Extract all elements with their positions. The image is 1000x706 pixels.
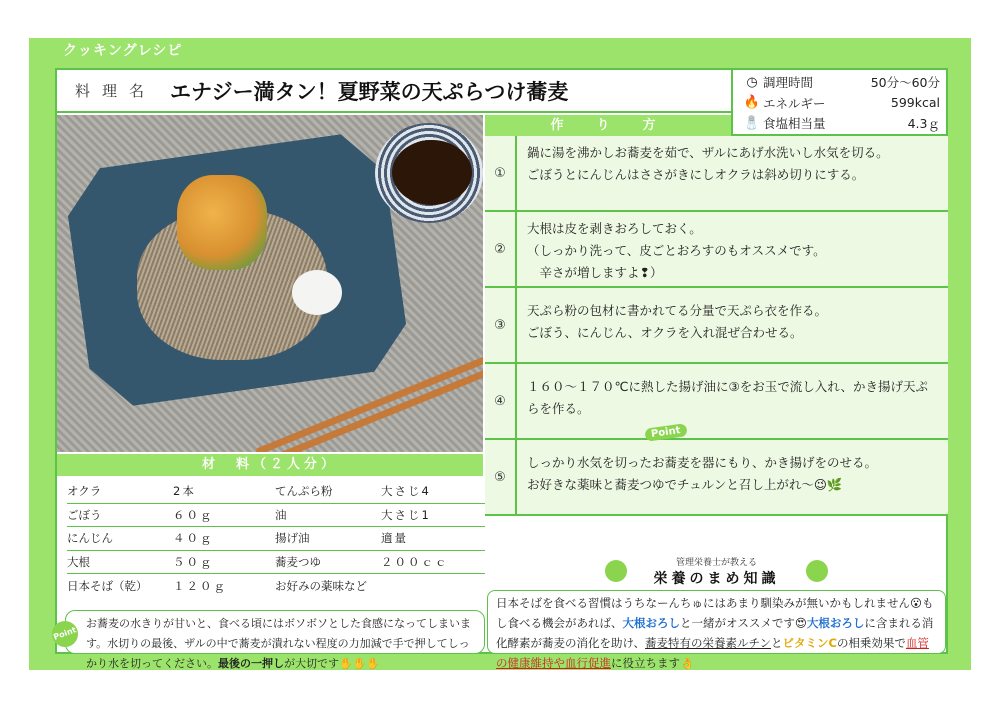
info-label: 調理時間 xyxy=(763,75,814,91)
ingredient-qty: 大さじ4 xyxy=(381,484,431,499)
ingredient-row xyxy=(67,574,277,598)
ingredient-name: 油 xyxy=(275,507,287,522)
tip-underline: 蕎麦特有の栄養素ルチン xyxy=(645,636,771,650)
step-line: １６０～１７０℃に熱した揚げ油に③をお玉で流し入れ、かき揚げ天ぷらを作る。 xyxy=(527,379,928,416)
materials-heading: 材 料（２人分） xyxy=(57,454,483,476)
ingredient-qty: １２０ｇ xyxy=(173,578,227,593)
steps-list xyxy=(485,136,948,516)
ingredient-row xyxy=(275,504,485,528)
bean-mascot-icon xyxy=(605,560,627,582)
salt-shaker-icon: 🧂 xyxy=(743,115,761,131)
ingredient-row xyxy=(275,527,485,551)
ingredients-column-left xyxy=(67,480,277,598)
ingredient-row xyxy=(275,551,485,575)
tip-underline-red: 血管の健康維持や血行促進 xyxy=(496,636,929,670)
nutrition-tip-subtitle: 管理栄養士が教える xyxy=(675,558,757,568)
tip-segment: に役立ちます👌 xyxy=(611,656,695,670)
step-line: 大根は皮を剥きおろしておく。 xyxy=(527,221,702,236)
ingredient-qty: ６０ｇ xyxy=(173,507,214,522)
nutrition-info xyxy=(731,70,948,136)
ingredient-qty: ４０ｇ xyxy=(173,531,214,546)
tempura xyxy=(177,175,267,270)
title-row xyxy=(57,70,731,113)
step-text xyxy=(517,136,948,210)
dish-name-label: 料理名 xyxy=(75,82,157,100)
tip-highlight: ビタミンC xyxy=(782,636,837,650)
dipping-sauce xyxy=(392,140,472,205)
step-line: （しっかり洗って、皮ごとおろすのもオススメです。 xyxy=(527,243,826,258)
ingredient-qty: 2本 xyxy=(173,484,196,499)
tip-text-end: が大切です✋✋✋ xyxy=(284,657,381,670)
info-cooking-time xyxy=(741,72,940,93)
info-value: 50分～60分 xyxy=(870,75,940,91)
steps-heading: 作 り 方 xyxy=(485,115,731,136)
tip-segment: の相乗効果で xyxy=(836,636,906,650)
tip-emphasis: 最後の一押し xyxy=(218,657,284,670)
tip-segment: に含まれる消化酵素が蕎麦の消化を助け、 xyxy=(496,616,934,650)
dish-name: エナジー満タン！夏野菜の天ぷらつけ蕎麦 xyxy=(170,79,569,104)
ingredients-table xyxy=(57,476,483,604)
step-text xyxy=(517,288,948,362)
tip-segment: 日本そばを食べる習慣はうちなーんちゅにはあまり馴染みが無いかもしれません😮もし食べる機会があれば、 xyxy=(496,596,934,630)
tip-segment: と xyxy=(770,636,783,650)
ingredient-name: 日本そば（乾） xyxy=(67,578,148,593)
step-item xyxy=(485,288,948,364)
step-number: ② xyxy=(485,212,517,286)
step-text xyxy=(517,364,948,438)
step-line: ごぼうとにんじんはささがきにしオクラは斜め切りにする。 xyxy=(527,167,865,182)
ingredient-row xyxy=(67,551,277,575)
ingredient-name: お好みの薬味など xyxy=(275,578,367,593)
ingredient-row xyxy=(275,574,485,598)
ingredient-name: ごぼう xyxy=(67,507,102,522)
ingredient-qty: 適量 xyxy=(381,531,408,546)
flame-icon: 🔥 xyxy=(743,95,761,111)
point-tag: Point xyxy=(644,423,687,442)
ingredient-name: オクラ xyxy=(67,484,102,499)
ingredient-name: 大根 xyxy=(67,554,90,569)
ingredient-name: にんじん xyxy=(67,531,113,546)
info-value: 599kcal xyxy=(890,95,940,111)
nutrition-tip-heading xyxy=(485,554,948,588)
ingredient-row xyxy=(67,527,277,551)
info-label: 食塩相当量 xyxy=(763,116,826,132)
info-value: 4.3ｇ xyxy=(907,116,940,132)
ingredients-column-right xyxy=(275,480,485,598)
step-line: 鍋に湯を沸かしお蕎麦を茹で、ザルにあげ水洗いし水気を切る。 xyxy=(527,145,889,160)
ingredient-name: 蕎麦つゆ xyxy=(275,554,321,569)
step-number: ③ xyxy=(485,288,517,362)
tip-highlight: 大根おろし xyxy=(622,616,680,630)
step-line: 天ぷら粉の包材に書かれてる分量で天ぷら衣を作る。 xyxy=(527,303,828,318)
step-line: お好きな薬味と蕎麦つゆでチュルンと召し上がれ～😉🌿 xyxy=(527,477,843,492)
ingredient-row xyxy=(275,480,485,504)
ingredient-name: てんぷら粉 xyxy=(275,484,333,499)
step-line: ごぼう、にんじん、オクラを入れ混ぜ合わせる。 xyxy=(527,325,803,340)
clock-icon: ◷ xyxy=(746,74,758,90)
ingredient-name: 揚げ油 xyxy=(275,531,310,546)
step-line: 辛さが増しますよ❢） xyxy=(527,265,663,280)
point-badge: Point xyxy=(48,617,81,650)
ingredient-qty: ５０ｇ xyxy=(173,554,214,569)
nutrition-tip-title: 栄養のまめ知識 xyxy=(653,571,780,587)
step-number: ⑤ xyxy=(485,440,517,514)
ingredient-row xyxy=(67,480,277,504)
tip-note xyxy=(52,610,485,670)
ingredient-qty: 大さじ1 xyxy=(381,507,431,522)
step-item xyxy=(485,364,948,440)
info-label: エネルギー xyxy=(763,95,826,111)
step-line: しっかり水気を切ったお蕎麦を器にもり、かき揚げをのせる。 xyxy=(527,455,878,470)
step-item xyxy=(485,212,948,288)
dish-photo xyxy=(57,115,483,452)
step-number: ① xyxy=(485,136,517,210)
recipe-card xyxy=(29,38,971,670)
tip-highlight: 大根おろし xyxy=(806,616,865,630)
ingredient-qty: ２００ｃｃ xyxy=(381,554,449,569)
grated-radish xyxy=(292,270,342,315)
nutrition-tip-text xyxy=(487,590,946,670)
info-salt xyxy=(741,113,940,134)
step-number: ④ xyxy=(485,364,517,438)
step-text xyxy=(517,212,948,286)
tip-text: お蕎麦の水きりが甘いと、食べる頃にはボソボソとした食感になってしまいます。水切りの最後、ザルの中で蕎麦が潰れない程度の力加減で手で押してしっかり水を切ってください。 xyxy=(86,617,471,670)
ingredient-row xyxy=(67,504,277,528)
section-label: クッキングレシピ xyxy=(63,43,183,59)
recipe-body xyxy=(52,68,948,670)
step-item xyxy=(485,136,948,212)
info-energy xyxy=(741,93,940,114)
step-item xyxy=(485,424,948,516)
step-text xyxy=(517,440,948,514)
tip-segment: と一緒がオススメです😍 xyxy=(680,616,807,630)
bean-mascot-icon xyxy=(806,560,828,582)
